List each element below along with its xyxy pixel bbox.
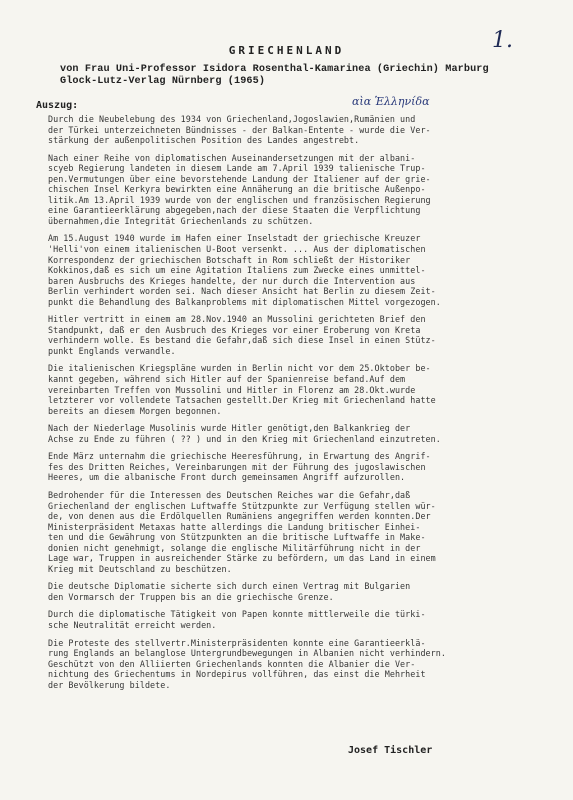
text-line: Die deutsche Diplomatie sicherte sich durch einen Vertrag mit Bulgarien [48,581,411,592]
text-line: letzterer vor vollendete Tatsachen gestellt.Der Krieg mit Griechenland hatte [48,395,436,406]
text-line: Achse zu Ende zu führen ( ?? ) und in den Krieg mit Griechenland einzutreten. [48,433,441,444]
text-line: donien nicht genehmigt, solange die englische Militärführung nicht in der [48,542,421,553]
text-line: eine Garantieerklärung abgegeben,nach der diese Staaten die Verpflichtung [48,205,421,216]
author-line: von Frau Uni-Professor Isidora Rosenthal-Kamarinea (Griechin) Marburg [60,64,489,75]
signature: Josef Tischler [348,745,433,756]
text-line: der Türkei unterzeichneten Bündnisses - der Balkan-Entente - wurde die Ver- [48,124,431,135]
paragraph [48,114,563,146]
text-line: Standpunkt, daß er den Ausbruch des Krieges vor einer Eroberung von Kreta [48,324,421,335]
text-line: Die Proteste des stellvertr.Ministerpräsidenten konnte eine Garantieerklä- [48,637,426,648]
document-title: GRIECHENLAND [228,44,345,57]
text-line: punkt Englands verwandle. [48,345,176,356]
text-line: ten und die Gewährung von Stützpunkten an die britische Luftwaffe in Make- [48,532,426,543]
text-line: stärkung der außenpolitischen Position des Landes angestrebt. [48,135,360,146]
text-line: Bedrohender für die Interessen des Deutschen Reiches war die Gefahr,daß [48,489,411,500]
text-line: chischen Insel Kerkyra bewirkten eine Annäherung an die britische Außenpo- [48,184,426,195]
text-line: baren Ausbruchs des Krieges handelte, der nur durch die Intervention aus [48,275,416,286]
text-line: rung Englands an belanglose Untergrundbewegungen in Albanien nicht verhindern. [48,648,446,659]
paragraph [48,153,563,227]
paragraph [48,581,563,602]
text-line: Ende März unternahm die griechische Heeresführung, in Erwartung des Angrif- [48,451,431,462]
text-line: kannt gegeben, während sich Hitler auf der Spanienreise befand.Auf dem [48,374,406,385]
paragraph [48,423,563,444]
text-line: Hitler vertritt in einem am 28.Nov.1940 an Mussolini gerichteten Brief den [48,314,426,325]
text-line: Korrespondenz der griechischen Botschaft in Rom schließt der Historiker [48,254,411,265]
handwritten-note: αὶα Ἑλληνίδα [352,95,430,108]
document-body [48,114,563,697]
text-line: 'Helli'von einem italienischen U-Boot versenkt. ... Aus der diplomatischen [48,244,426,255]
text-line: Krieg mit Deutschland zu beschützen. [48,563,232,574]
text-line: Heeres, um die albanische Front durch gemeinsamen Angriff aufzurollen. [48,472,406,483]
paragraph [48,233,563,307]
text-line: Am 15.August 1940 wurde im Hafen einer Inselstadt der griechische Kreuzer [48,233,421,244]
text-line: Lage war, Truppen in ausreichender Stärke zu befördern, um das Land in einem [48,553,436,564]
text-line: scyeb Regierung landeten in diesem Lande am 7.April 1939 talienische Trup- [48,163,426,174]
text-line: Griechenland der englischen Luftwaffe Stützpunkte zur Verfügung stellen wür- [48,500,436,511]
text-line: den Vormarsch der Truppen bis an die griechische Grenze. [48,591,334,602]
text-line: Durch die Neubelebung des 1934 von Griechenland,Jogoslawien,Rumänien und [48,114,416,124]
text-line: Kokkinos,daß es sich um eine Agitation Italiens zum Zwecke eines unmittel- [48,265,426,276]
text-line: Ministerpräsident Metaxas hatte allerdings die Landung britischer Einhei- [48,521,421,532]
text-line: fes des Dritten Reiches, Vereinbarungen mit der Führung des jugoslawischen [48,461,426,472]
text-line: Berlin verhindert worden sei. Nach dieser Ansicht hat Berlin zu diesem Zeit- [48,286,436,297]
publisher-line: Glock-Lutz-Verlag Nürnberg (1965) [60,76,266,87]
text-line: Nach einer Reihe von diplomatischen Auseinandersetzungen mit der albani- [48,152,416,163]
text-line: Geschützt von den Alliierten Griechenlands konnten die Albanier die Ver- [48,658,416,669]
text-line: vereinbarten Treffen von Mussolini und Hitler in Florenz am 28.Okt.wurde [48,384,416,395]
paragraph [48,314,563,356]
text-line: punkt die Behandlung des Balkanproblems mit diplomatischen Mittel vorgezogen. [48,296,441,307]
handwritten-page-number: 1. [492,28,513,53]
text-line: pen.Vermutungen über eine bevorstehende Landung der Italiener auf der grie- [48,173,431,184]
text-line: sche Neutralität erreicht werden. [48,619,217,630]
paragraph [48,363,563,416]
text-line: der Bevölkerung bildete. [48,679,171,690]
text-line: litik.Am 13.April 1939 wurde von der englischen und französischen Regierung [48,194,431,205]
text-line: bereits an diesem Morgen begonnen. [48,405,222,416]
excerpt-label: Auszug: [36,100,79,111]
text-line: übernahmen,die Integrität Griechenlands zu schützen. [48,215,314,226]
text-line: Durch die diplomatische Tätigkeit von Papen konnte mittlerweile die türki- [48,609,426,620]
paragraph [48,638,563,691]
text-line: Nach der Niederlage Musolinis wurde Hitler genötigt,den Balkankrieg der [48,423,411,434]
paragraph [48,451,563,483]
paragraph [48,490,563,574]
text-line: nichtung des Griechentums in Nordepirus vollführen, das einst die Mehrheit [48,669,426,680]
text-line: de, von denen aus die Erdölquellen Rumäniens angegriffen werden konnten.Der [48,511,431,522]
text-line: verhindern wolle. Es bestand die Gefahr,daß sich diese Insel in einen Stütz- [48,335,436,346]
paragraph [48,609,563,630]
text-line: Die italienischen Kriegspläne wurden in Berlin nicht vor dem 25.Oktober be- [48,363,431,374]
